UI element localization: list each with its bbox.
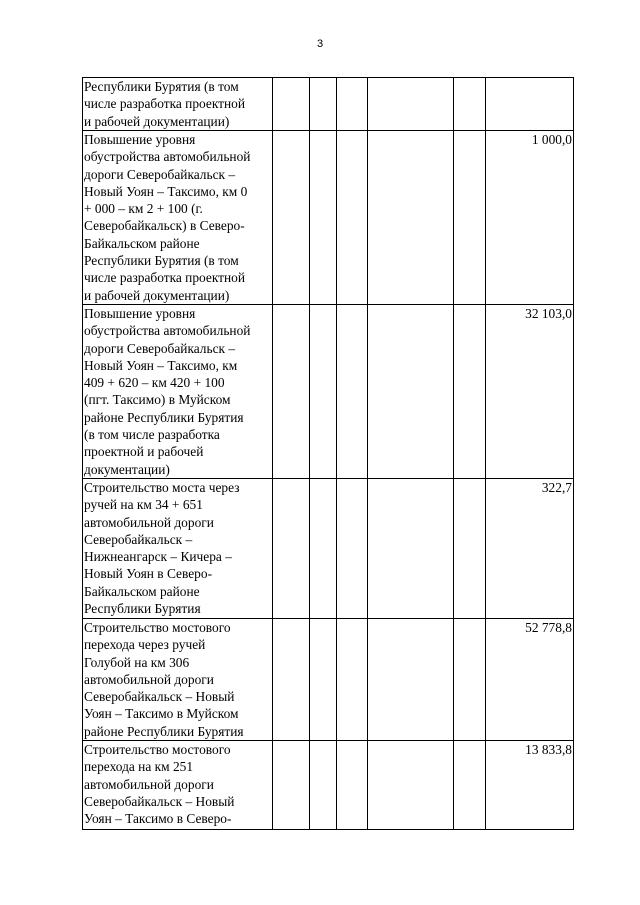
table-row bbox=[83, 78, 574, 131]
empty-cell bbox=[273, 619, 310, 741]
row-amount: 322,7 bbox=[486, 479, 574, 619]
row-description: Строительство моста через ручей на км 34 + 651 автомобильной дороги Северобайкальск – Нижнеангарск – Кичера – Новый Уоян в Северо- Байкальском районе Республики Бурятия bbox=[83, 479, 273, 619]
empty-cell bbox=[337, 619, 368, 741]
empty-cell bbox=[310, 305, 337, 479]
page-number: 3 bbox=[316, 38, 324, 50]
table-row bbox=[83, 131, 574, 305]
empty-cell bbox=[454, 305, 486, 479]
empty-cell bbox=[337, 78, 368, 131]
row-description: Повышение уровня обустройства автомобильной дороги Северобайкальск – Новый Уоян – Таксимо, км 0 + 000 – км 2 + 100 (г. Северобайкальск) в Северо- Байкальском районе Республики Бурятия (в том числе разработка проектной и рабочей документации) bbox=[83, 131, 273, 305]
empty-cell bbox=[454, 741, 486, 830]
empty-cell bbox=[454, 78, 486, 131]
empty-cell bbox=[337, 131, 368, 305]
table-row bbox=[83, 741, 574, 830]
empty-cell bbox=[337, 479, 368, 619]
row-amount: 32 103,0 bbox=[486, 305, 574, 479]
empty-cell bbox=[273, 741, 310, 830]
row-description: Строительство мостового перехода на км 251 автомобильной дороги Северобайкальск – Новый Уоян – Таксимо в Северо- bbox=[83, 741, 273, 830]
empty-cell bbox=[273, 131, 310, 305]
empty-cell bbox=[368, 131, 454, 305]
empty-cell bbox=[310, 479, 337, 619]
empty-cell bbox=[310, 131, 337, 305]
empty-cell bbox=[310, 78, 337, 131]
empty-cell bbox=[454, 131, 486, 305]
table-row bbox=[83, 619, 574, 741]
empty-cell bbox=[454, 479, 486, 619]
empty-cell bbox=[368, 479, 454, 619]
row-description: Повышение уровня обустройства автомобильной дороги Северобайкальск – Новый Уоян – Таксимо, км 409 + 620 – км 420 + 100 (пгт. Таксимо) в Муйском районе Республики Бурятия (в том числе разработка проектной и рабочей документации) bbox=[83, 305, 273, 479]
table-row bbox=[83, 479, 574, 619]
empty-cell bbox=[368, 78, 454, 131]
empty-cell bbox=[368, 305, 454, 479]
row-amount: 1 000,0 bbox=[486, 131, 574, 305]
row-amount: 13 833,8 bbox=[486, 741, 574, 830]
empty-cell bbox=[337, 305, 368, 479]
row-description: Строительство мостового перехода через ручей Голубой на км 306 автомобильной дороги Северобайкальск – Новый Уоян – Таксимо в Муйском районе Республики Бурятия bbox=[83, 619, 273, 741]
empty-cell bbox=[337, 741, 368, 830]
empty-cell bbox=[368, 619, 454, 741]
budget-table bbox=[82, 77, 574, 830]
empty-cell bbox=[273, 479, 310, 619]
empty-cell bbox=[310, 741, 337, 830]
empty-cell bbox=[368, 741, 454, 830]
row-amount: 52 778,8 bbox=[486, 619, 574, 741]
row-description: Республики Бурятия (в том числе разработка проектной и рабочей документации) bbox=[83, 78, 273, 131]
row-amount bbox=[486, 78, 574, 131]
empty-cell bbox=[273, 305, 310, 479]
empty-cell bbox=[454, 619, 486, 741]
empty-cell bbox=[273, 78, 310, 131]
empty-cell bbox=[310, 619, 337, 741]
table-row bbox=[83, 305, 574, 479]
